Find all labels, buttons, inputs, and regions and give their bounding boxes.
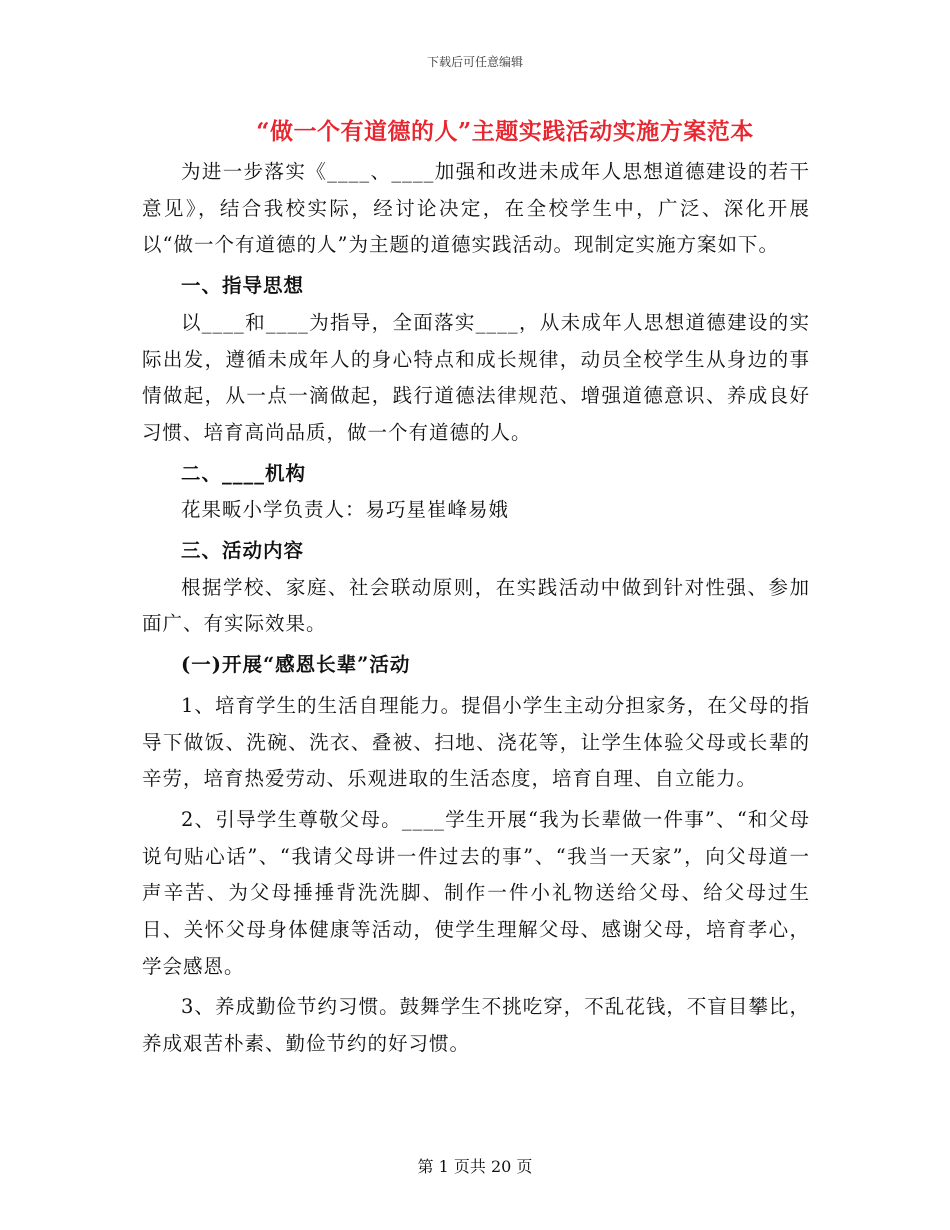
item-3-paragraph: 3、养成勤俭节约习惯。鼓舞学生不挑吃穿，不乱花钱，不盲目攀比，养成艰苦朴素、勤俭节约的好习惯。	[142, 995, 810, 1056]
item-2-paragraph: 2、引导学生尊敬父母。____学生开展“我为长辈做一件事”、“和父母说句贴心话”、“我请父母讲一件过去的事”、“我当一天家”，向父母道一声辛苦、为父母捶捶背洗洗脚、制作一件小礼物送给父母、给父母过生日、关怀父母身体健康等活动，使学生理解父母、感谢父母，培育孝心，学会感恩。	[142, 807, 810, 978]
section-heading-guiding-thought: 一、指导思想	[181, 274, 305, 298]
section-heading-activities: 三、活动内容	[181, 539, 305, 563]
page-footer: 第 1 页共 20 页	[417, 1157, 533, 1176]
organization-paragraph: 花果畈小学负责人：易巧星崔峰易娥	[181, 498, 510, 522]
section-heading-organization: 二、____机构	[181, 461, 307, 485]
item-1-paragraph: 1、培育学生的生活自理能力。提倡小学生主动分担家务，在父母的指导下做饭、洗碗、洗衣、叠被、扫地、浇花等，让学生体验父母或长辈的辛劳，培育热爱劳动、乐观进取的生活态度，培育自理、自立能力。	[142, 693, 810, 791]
header-note: 下载后可任意编辑	[426, 55, 523, 69]
subsection-heading-gratitude: (一)开展“感恩长辈”活动	[181, 653, 411, 677]
intro-paragraph: 为进一步落实《____、____加强和改进未成年人思想道德建设的若干意见》，结合我校实际，经讨论决定，在全校学生中，广泛、深化开展以“做一个有道德的人”为主题的道德实践活动。现制定实施方案如下。	[142, 160, 810, 257]
document-title: “做一个有道德的人”主题实践活动实施方案范本	[256, 118, 754, 145]
activities-intro-paragraph: 根据学校、家庭、社会联动原则，在实践活动中做到针对性强、参加面广、有实际效果。	[142, 575, 810, 636]
document-body	[142, 150, 810, 1063]
guiding-thought-paragraph: 以____和____为指导，全面落实____，从未成年人思想道德建设的实际出发，遵循未成年人的身心特点和成长规律，动员全校学生从身边的事情做起，从一点一滴做起，践行道德法律规范、增强道德意识、养成良好习惯、培育高尚品质，做一个有道德的人。	[142, 310, 810, 444]
